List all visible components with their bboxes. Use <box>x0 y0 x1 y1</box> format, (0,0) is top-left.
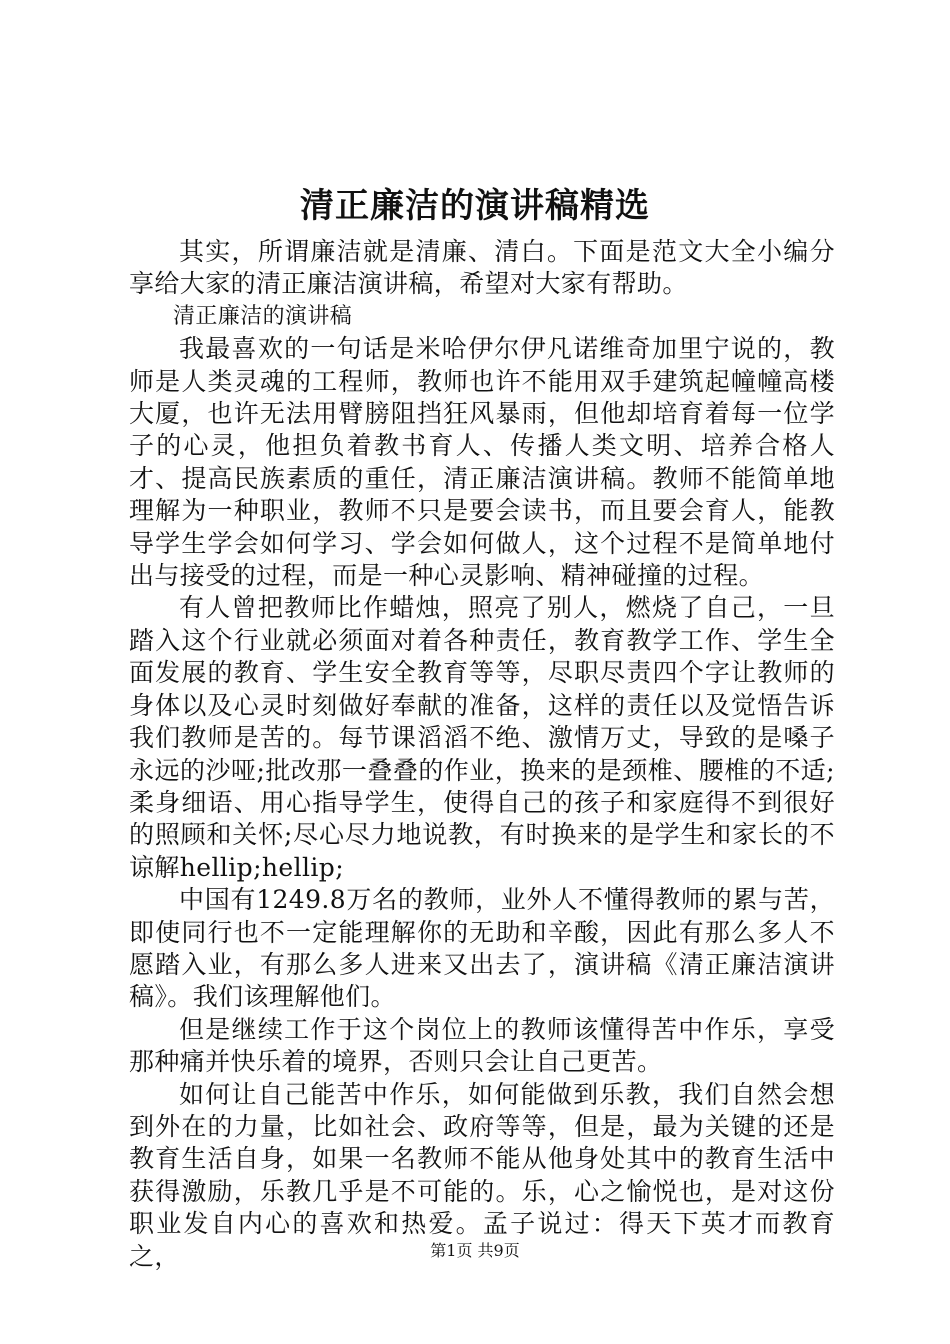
body-paragraph-5: 如何让自己能苦中作乐，如何能做到乐教，我们自然会想到外在的力量，比如社会、政府等等，但是，最为关键的还是教育生活自身，如果一名教师不能从他身处其中的教育生活中获得激励，乐教几乎是不可能的。乐，心之愉悦也，是对这份职业发自内心的喜欢和热爱。孟子说过：得天下英才而教育之， <box>129 1079 835 1271</box>
body-paragraph-3: 中国有1249.8万名的教师，业外人不懂得教师的累与苦，即使同行也不一定能理解你的无助和辛酸，因此有那么多人不愿踏入业，有那么多人进来又出去了，演讲稿《清正廉洁演讲稿》。我们该理解他们。 <box>129 885 835 1012</box>
document-title: 清正廉洁的演讲稿精选 <box>300 186 650 226</box>
intro-paragraph: 其实，所谓廉洁就是清廉、清白。下面是范文大全小编分享给大家的清正廉洁演讲稿，希望对大家有帮助。 <box>129 237 835 299</box>
body-paragraph-4: 但是继续工作于这个岗位上的教师该懂得苦中作乐，享受那种痛并快乐着的境界，否则只会让自己更苦。 <box>129 1014 835 1077</box>
body-paragraph-1: 我最喜欢的一句话是米哈伊尔伊凡诺维奇加里宁说的，教师是人类灵魂的工程师，教师也许不能用双手建筑起幢幢高楼大厦，也许无法用臂膀阻挡狂风暴雨，但他却培育着每一位学子的心灵，他担负着教书育人、传播人类文明、培养合格人才、提高民族素质的重任，清正廉洁演讲稿。教师不能简单地理解为一种职业，教师不只是要会读书，而且要会育人，能教导学生学会如何学习、学会如何做人，这个过程不是简单地付出与接受的过程，而是一种心灵影响、精神碰撞的过程。 <box>129 334 835 591</box>
body-paragraph-2: 有人曾把教师比作蜡烛，照亮了别人，燃烧了自己，一旦踏入这个行业就必须面对着各种责任，教育教学工作、学生全面发展的教育、学生安全教育等等，尽职尽责四个字让教师的身体以及心灵时刻做好奉献的准备，这样的责任以及觉悟告诉我们教师是苦的。每节课滔滔不绝、激情万丈，导致的是嗓子永远的沙哑;批改那一叠叠的作业，换来的是颈椎、腰椎的不适;柔身细语、用心指导学生，使得自己的孩子和家庭得不到很好的照顾和关怀;尽心尽力地说教，有时换来的是学生和家长的不谅解hellip;hellip; <box>129 593 835 882</box>
document-body <box>129 236 835 1273</box>
section-heading: 清正廉洁的演讲稿 <box>173 303 353 329</box>
page-footer: 第1页 共9页 <box>430 1241 520 1260</box>
